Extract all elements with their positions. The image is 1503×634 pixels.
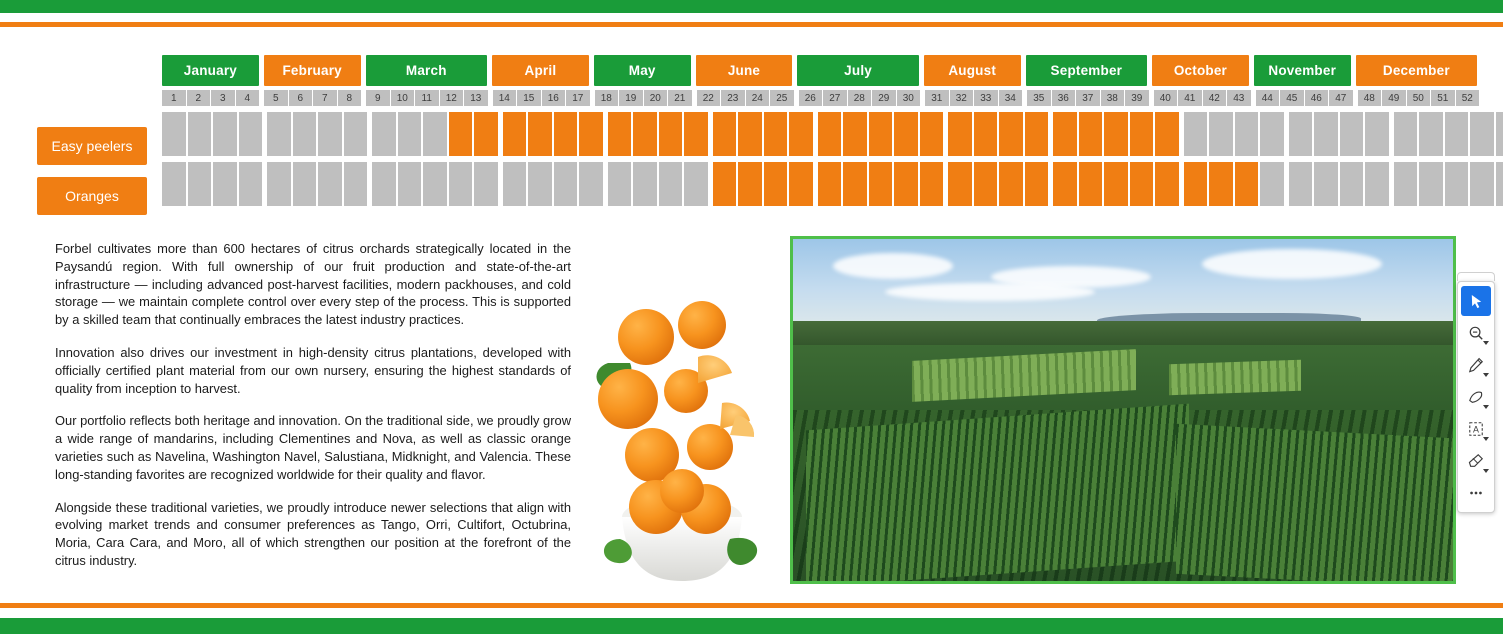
availability-cell-inactive <box>659 162 683 206</box>
week-number: 21 <box>668 90 692 106</box>
availability-cell-active <box>713 112 737 156</box>
availability-cell-inactive <box>372 112 396 156</box>
week-number: 23 <box>721 90 745 106</box>
availability-cell-active <box>764 112 788 156</box>
availability-cell-active <box>948 112 972 156</box>
availability-cell-active <box>1053 112 1077 156</box>
week-number: 39 <box>1125 90 1149 106</box>
week-group-march <box>366 90 488 106</box>
availability-group <box>162 112 262 156</box>
text-box-icon <box>1468 421 1484 437</box>
availability-group <box>1394 112 1503 156</box>
citrus-fruit-image <box>590 295 780 585</box>
availability-group <box>608 162 708 206</box>
week-number: 6 <box>289 90 313 106</box>
month-header-april: April <box>492 55 589 86</box>
availability-cell-inactive <box>239 112 263 156</box>
pen-icon <box>1468 357 1484 373</box>
availability-cell-active <box>608 112 632 156</box>
week-number: 9 <box>366 90 390 106</box>
week-number: 31 <box>925 90 949 106</box>
availability-cell-inactive <box>554 162 578 206</box>
availability-cell-active <box>1155 112 1179 156</box>
week-number: 1 <box>162 90 186 106</box>
week-number: 34 <box>999 90 1023 106</box>
availability-group <box>372 112 498 156</box>
availability-cell-active <box>869 162 893 206</box>
availability-cell-inactive <box>1365 162 1389 206</box>
week-group-may <box>595 90 692 106</box>
chevron-down-icon[interactable] <box>1483 373 1489 377</box>
availability-cell-inactive <box>1496 162 1503 206</box>
availability-cell-inactive <box>1184 112 1208 156</box>
availability-cell-inactive <box>1260 162 1284 206</box>
week-number: 26 <box>799 90 823 106</box>
bottom-orange-bar <box>0 603 1503 608</box>
availability-group <box>1184 112 1284 156</box>
week-number: 49 <box>1382 90 1406 106</box>
availability-cell-active <box>1130 112 1154 156</box>
row-label-text: Easy peelers <box>51 138 133 154</box>
availability-group <box>818 112 944 156</box>
week-number: 43 <box>1227 90 1251 106</box>
availability-cell-active <box>1104 112 1128 156</box>
availability-group <box>608 112 708 156</box>
availability-cell-inactive <box>449 162 473 206</box>
cursor-icon <box>1469 294 1484 309</box>
availability-cell-inactive <box>344 112 368 156</box>
week-number: 40 <box>1154 90 1178 106</box>
week-group-july <box>799 90 921 106</box>
availability-cell-active <box>1155 162 1179 206</box>
availability-cell-active <box>843 162 867 206</box>
week-number: 14 <box>493 90 517 106</box>
availability-cell-active <box>1104 162 1128 206</box>
month-header-row <box>162 55 1477 86</box>
availability-cell-inactive <box>1340 112 1364 156</box>
availability-cell-active <box>974 162 998 206</box>
availability-group <box>948 112 1048 156</box>
body-paragraph: Forbel cultivates more than 600 hectares of citrus orchards strategically located in the Paysandú region. With full ownership of our fruit production and state-of-the-art infrastructure — including advanced post-harvest facilities, modern packhouses, and cold storage — we maintain complete control over every step of the process. This is supported by a skilled team that continually embraces the latest industry practices. <box>55 241 571 328</box>
week-number: 28 <box>848 90 872 106</box>
row-label-text: Oranges <box>65 188 119 204</box>
calendar-grid <box>162 55 1477 206</box>
availability-group <box>1289 162 1389 206</box>
availability-cell-active <box>920 162 944 206</box>
body-paragraph: Innovation also drives our investment in high-density citrus plantations, developed with officially certified plant material from our own nursery, ensuring the highest standards of quality from inception to harvest. <box>55 344 571 396</box>
week-number: 15 <box>517 90 541 106</box>
row-label-easy-peelers <box>37 127 147 165</box>
bottom-green-bar <box>0 618 1503 634</box>
week-number: 11 <box>415 90 439 106</box>
availability-cell-inactive <box>1340 162 1364 206</box>
availability-cell-inactive <box>318 112 342 156</box>
week-number: 36 <box>1052 90 1076 106</box>
availability-cell-inactive <box>1260 112 1284 156</box>
week-number: 27 <box>823 90 847 106</box>
photo-grove-rows <box>1176 423 1453 584</box>
week-number: 25 <box>770 90 794 106</box>
week-number: 16 <box>542 90 566 106</box>
annotation-toolbar[interactable] <box>1457 281 1495 513</box>
availability-cell-active <box>1184 162 1208 206</box>
availability-cell-active <box>1025 112 1049 156</box>
availability-cell-inactive <box>1419 162 1443 206</box>
availability-cell-active <box>894 112 918 156</box>
availability-cell-inactive <box>398 112 422 156</box>
availability-cell-inactive <box>162 162 186 206</box>
availability-group <box>162 162 262 206</box>
month-header-january: January <box>162 55 259 86</box>
availability-cell-active <box>579 112 603 156</box>
availability-cell-inactive <box>503 162 527 206</box>
more-tools[interactable] <box>1461 478 1491 508</box>
availability-cell-inactive <box>318 162 342 206</box>
week-number: 35 <box>1027 90 1051 106</box>
month-header-march: March <box>366 55 487 86</box>
availability-cell-inactive <box>1496 112 1503 156</box>
month-header-october: October <box>1152 55 1249 86</box>
availability-group <box>1394 162 1503 206</box>
week-group-september <box>1027 90 1149 106</box>
month-header-june: June <box>696 55 793 86</box>
week-number: 4 <box>236 90 260 106</box>
month-header-february: February <box>264 55 361 86</box>
availability-cell-inactive <box>293 112 317 156</box>
availability-cell-active <box>999 112 1023 156</box>
top-orange-bar <box>0 22 1503 27</box>
availability-cell-active <box>554 112 578 156</box>
highlight-tool[interactable] <box>1461 382 1491 412</box>
availability-group <box>1053 112 1179 156</box>
availability-cell-inactive <box>1445 112 1469 156</box>
select-tool[interactable] <box>1461 286 1491 316</box>
week-number: 38 <box>1101 90 1125 106</box>
availability-cell-inactive <box>1470 162 1494 206</box>
week-number: 42 <box>1203 90 1227 106</box>
availability-group <box>503 112 603 156</box>
availability-cell-inactive <box>474 162 498 206</box>
week-number: 18 <box>595 90 619 106</box>
availability-row-oranges <box>162 162 1477 206</box>
week-number: 19 <box>619 90 643 106</box>
availability-cell-active <box>948 162 972 206</box>
week-number: 24 <box>746 90 770 106</box>
availability-cell-inactive <box>633 162 657 206</box>
availability-cell-active <box>1235 162 1259 206</box>
week-number: 22 <box>697 90 721 106</box>
availability-cell-active <box>738 112 762 156</box>
availability-cell-active <box>999 162 1023 206</box>
week-number: 41 <box>1178 90 1202 106</box>
draw-tool[interactable] <box>1461 350 1491 380</box>
availability-cell-inactive <box>267 112 291 156</box>
ellipsis-icon <box>1468 485 1484 501</box>
availability-cell-inactive <box>267 162 291 206</box>
week-group-august <box>925 90 1022 106</box>
availability-cell-active <box>843 112 867 156</box>
availability-cell-inactive <box>1235 112 1259 156</box>
availability-cell-active <box>474 112 498 156</box>
chevron-down-icon[interactable] <box>1483 405 1489 409</box>
availability-cell-inactive <box>608 162 632 206</box>
availability-group <box>818 162 944 206</box>
month-header-august: August <box>924 55 1021 86</box>
week-number: 32 <box>950 90 974 106</box>
week-number: 7 <box>313 90 337 106</box>
availability-cell-inactive <box>1289 112 1313 156</box>
week-number: 5 <box>264 90 288 106</box>
availability-cell-active <box>738 162 762 206</box>
availability-group <box>713 112 813 156</box>
availability-cell-active <box>449 112 473 156</box>
week-number: 2 <box>187 90 211 106</box>
week-number: 52 <box>1456 90 1480 106</box>
availability-cell-inactive <box>1365 112 1389 156</box>
availability-cell-active <box>684 112 708 156</box>
availability-cell-inactive <box>423 112 447 156</box>
week-number-row <box>162 90 1477 106</box>
availability-cell-active <box>894 162 918 206</box>
availability-cell-active <box>633 112 657 156</box>
availability-cell-active <box>503 112 527 156</box>
availability-group <box>1053 162 1179 206</box>
eraser-icon <box>1468 453 1484 469</box>
body-paragraph: Alongside these traditional varieties, we proudly introduce newer selections that align with evolving market trends and consumer preferences as Tango, Orri, Cultifort, Octubrina, Moria, Cara Cara, and Moro, all of which strengthen our position at the forefront of the citrus industry. <box>55 499 571 568</box>
week-number: 45 <box>1280 90 1304 106</box>
week-number: 29 <box>872 90 896 106</box>
availability-cell-inactive <box>1445 162 1469 206</box>
week-group-june <box>697 90 794 106</box>
week-number: 10 <box>391 90 415 106</box>
week-group-october <box>1154 90 1251 106</box>
availability-cell-active <box>528 112 552 156</box>
week-number: 20 <box>644 90 668 106</box>
availability-cell-inactive <box>1419 112 1443 156</box>
week-number: 51 <box>1431 90 1455 106</box>
availability-cell-active <box>1079 162 1103 206</box>
availability-cell-inactive <box>1470 112 1494 156</box>
availability-cell-inactive <box>398 162 422 206</box>
row-label-oranges <box>37 177 147 215</box>
availability-group <box>1184 162 1284 206</box>
top-green-bar <box>0 0 1503 13</box>
availability-cell-active <box>920 112 944 156</box>
chevron-down-icon[interactable] <box>1483 341 1489 345</box>
availability-cell-active <box>659 112 683 156</box>
availability-cell-inactive <box>293 162 317 206</box>
availability-cell-inactive <box>1314 112 1338 156</box>
erase-tool[interactable] <box>1461 446 1491 476</box>
magnifier-icon <box>1468 325 1484 341</box>
availability-cell-inactive <box>239 162 263 206</box>
zoom-tool[interactable] <box>1461 318 1491 348</box>
body-copy <box>55 240 571 570</box>
availability-cell-active <box>1053 162 1077 206</box>
availability-cell-inactive <box>372 162 396 206</box>
marker-icon <box>1468 389 1484 405</box>
availability-group <box>713 162 813 206</box>
availability-cell-inactive <box>423 162 447 206</box>
week-number: 33 <box>974 90 998 106</box>
week-number: 47 <box>1329 90 1353 106</box>
availability-cell-inactive <box>162 112 186 156</box>
photo-grove-rows <box>806 403 1189 584</box>
month-header-july: July <box>797 55 918 86</box>
toolbar-drag-handle[interactable] <box>1457 272 1495 281</box>
availability-cell-inactive <box>1394 162 1418 206</box>
week-number: 3 <box>211 90 235 106</box>
week-number: 17 <box>566 90 590 106</box>
availability-cell-active <box>1025 162 1049 206</box>
availability-cell-active <box>1209 162 1233 206</box>
availability-cell-inactive <box>528 162 552 206</box>
week-group-january <box>162 90 259 106</box>
availability-group <box>267 112 367 156</box>
week-number: 48 <box>1358 90 1382 106</box>
availability-cell-active <box>764 162 788 206</box>
availability-cell-inactive <box>1209 112 1233 156</box>
availability-cell-inactive <box>188 112 212 156</box>
week-number: 46 <box>1305 90 1329 106</box>
availability-cell-inactive <box>213 162 237 206</box>
week-number: 37 <box>1076 90 1100 106</box>
availability-cell-inactive <box>213 112 237 156</box>
availability-group <box>372 162 498 206</box>
week-number: 13 <box>464 90 488 106</box>
availability-cell-active <box>789 112 813 156</box>
week-number: 50 <box>1407 90 1431 106</box>
availability-cell-active <box>1079 112 1103 156</box>
availability-cell-inactive <box>188 162 212 206</box>
week-number: 30 <box>897 90 921 106</box>
text-tool[interactable] <box>1461 414 1491 444</box>
week-number: 12 <box>440 90 464 106</box>
availability-cell-active <box>818 112 842 156</box>
week-group-december <box>1358 90 1480 106</box>
week-number: 8 <box>338 90 362 106</box>
month-header-september: September <box>1026 55 1147 86</box>
availability-cell-inactive <box>1314 162 1338 206</box>
week-group-april <box>493 90 590 106</box>
availability-group <box>503 162 603 206</box>
availability-row-easy-peelers <box>162 112 1477 156</box>
availability-group <box>1289 112 1389 156</box>
availability-cell-inactive <box>1289 162 1313 206</box>
chevron-down-icon[interactable] <box>1483 437 1489 441</box>
availability-cell-inactive <box>579 162 603 206</box>
cloud <box>833 253 953 279</box>
svg-text:A: A <box>1473 424 1479 435</box>
availability-cell-active <box>869 112 893 156</box>
month-header-december: December <box>1356 55 1477 86</box>
availability-cell-active <box>789 162 813 206</box>
orchard-photo <box>790 236 1456 584</box>
availability-cell-active <box>713 162 737 206</box>
availability-group <box>267 162 367 206</box>
availability-cell-active <box>1130 162 1154 206</box>
availability-cell-inactive <box>684 162 708 206</box>
month-header-may: May <box>594 55 691 86</box>
chevron-down-icon[interactable] <box>1483 469 1489 473</box>
availability-cell-active <box>818 162 842 206</box>
availability-group <box>948 162 1048 206</box>
month-header-november: November <box>1254 55 1351 86</box>
availability-cell-active <box>974 112 998 156</box>
availability-cell-inactive <box>344 162 368 206</box>
availability-cell-inactive <box>1394 112 1418 156</box>
body-paragraph: Our portfolio reflects both heritage and innovation. On the traditional side, we proudly grow a wide range of mandarins, including Clementines and Nova, as well as classic orange varieties such as Navelina, Washington Navel, Salustiana, Midknight, and Valencia. These long-standing favorites are recognized worldwide for their quality and flavor. <box>55 413 571 482</box>
photo-field <box>1169 360 1301 395</box>
week-number: 44 <box>1256 90 1280 106</box>
week-group-november <box>1256 90 1353 106</box>
week-group-february <box>264 90 361 106</box>
